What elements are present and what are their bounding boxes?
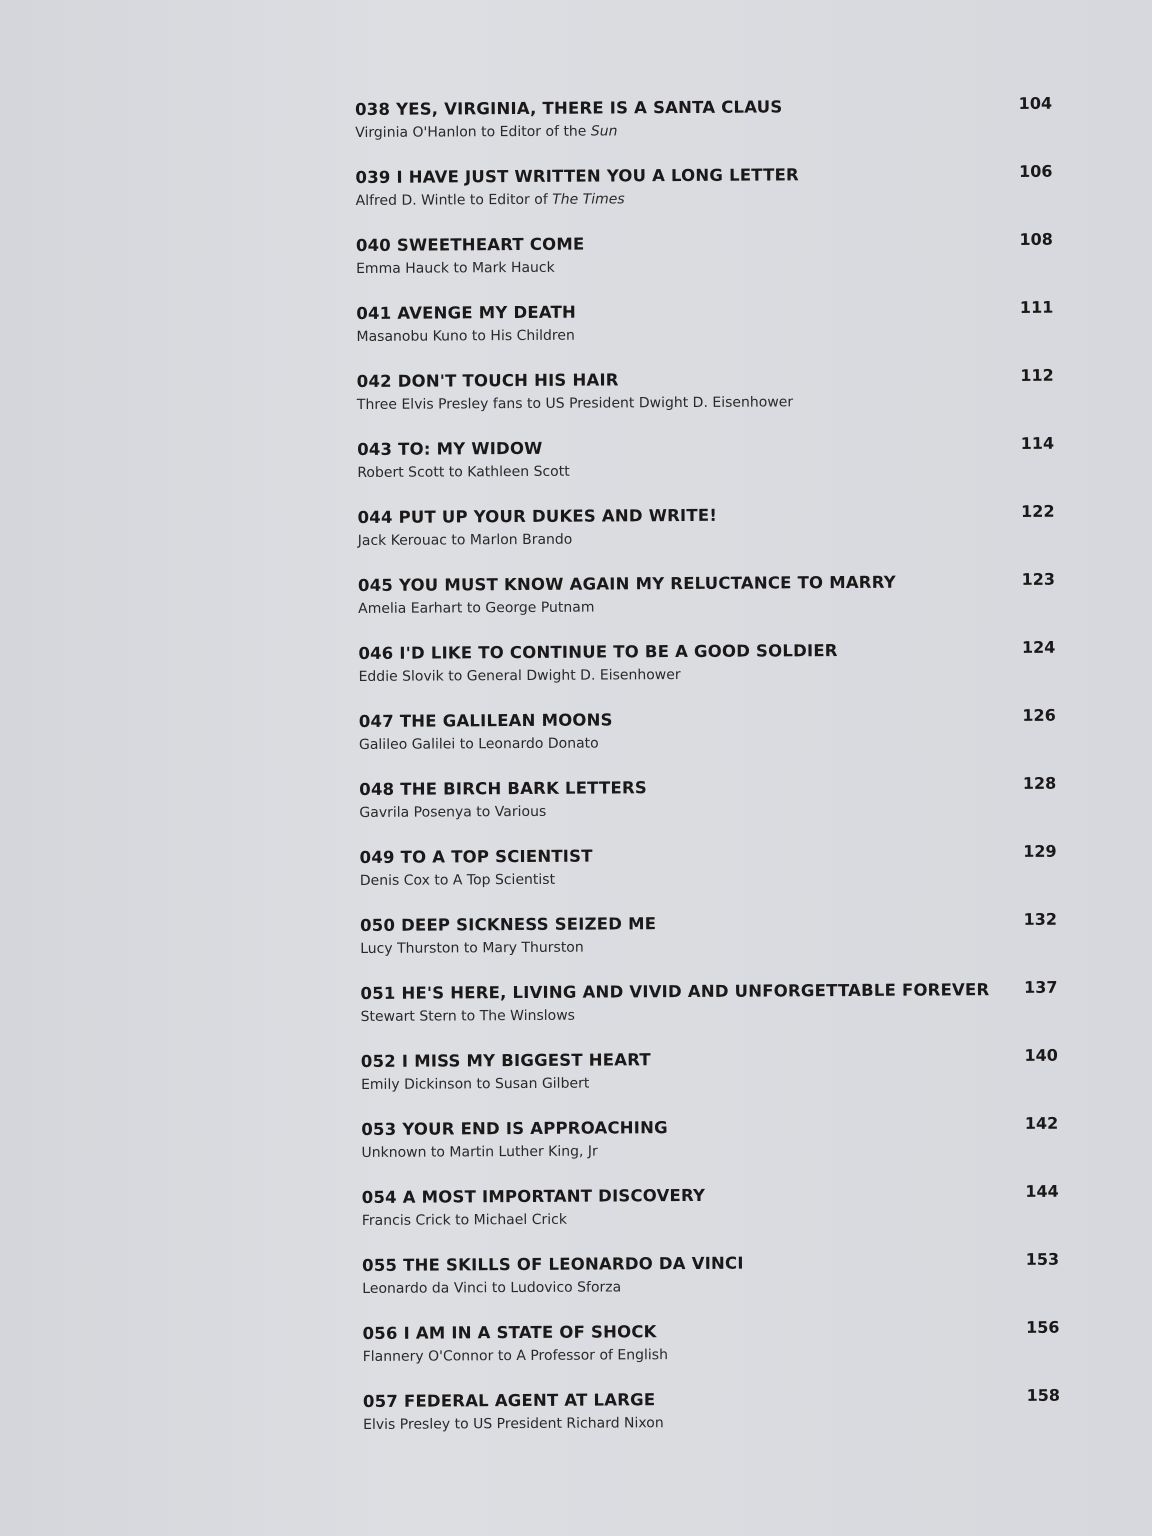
- entry-subtitle-text: Flannery O'Connor to A Professor of English: [362, 1347, 668, 1365]
- entry-subtitle: [362, 1279, 621, 1297]
- entry-subtitle: [363, 1415, 664, 1433]
- entry-subtitle-text: Stewart Stern to The Winslows: [360, 1007, 575, 1025]
- toc-entry: [359, 772, 1059, 844]
- entry-page-number: 129: [1023, 841, 1057, 861]
- entry-subtitle-text: Emma Hauck to Mark Hauck: [356, 259, 555, 277]
- entry-title: 042 DON'T TOUCH HIS HAIR: [356, 370, 619, 391]
- entry-page-number: 114: [1020, 433, 1055, 453]
- toc-entry: [360, 976, 1060, 1048]
- entry-title: 054 A MOST IMPORTANT DISCOVERY: [361, 1185, 706, 1207]
- entry-subtitle-text: Robert Scott to Kathleen Scott: [357, 463, 570, 481]
- toc-entry: [356, 228, 1056, 300]
- entry-title: 056 I AM IN A STATE OF SHOCK: [362, 1322, 657, 1343]
- table-of-contents: [355, 92, 1063, 1456]
- entry-title: 038 YES, VIRGINIA, THERE IS A SANTA CLAUS: [355, 97, 783, 119]
- entry-subtitle: [360, 940, 584, 957]
- entry-subtitle-text: Leonardo da Vinci to Ludovico Sforza: [362, 1279, 622, 1297]
- entry-title: 050 DEEP SICKNESS SEIZED ME: [360, 914, 657, 935]
- toc-entry: [360, 908, 1060, 980]
- entry-title: 049 TO A TOP SCIENTIST: [359, 846, 593, 867]
- entry-page-number: 144: [1025, 1181, 1059, 1201]
- entry-page-number: 153: [1025, 1249, 1060, 1269]
- entry-subtitle-text: Elvis Presley to US President Richard Nixon: [363, 1415, 664, 1433]
- entry-page-number: 112: [1020, 365, 1054, 385]
- entry-subtitle-text: Francis Crick to Michael Crick: [361, 1211, 567, 1229]
- entry-subtitle-text: Amelia Earhart to George Putnam: [358, 599, 595, 617]
- entry-subtitle: [361, 1076, 589, 1093]
- entry-subtitle-text: Jack Kerouac to Marlon Brando: [357, 531, 573, 549]
- entry-title: 040 SWEETHEART COME: [355, 234, 585, 255]
- toc-entry: [359, 704, 1059, 776]
- entry-page-number: 132: [1023, 909, 1058, 929]
- entry-page-number: 104: [1018, 93, 1053, 113]
- entry-title: 055 THE SKILLS OF LEONARDO DA VINCI: [362, 1253, 744, 1275]
- toc-entry: [363, 1384, 1063, 1456]
- toc-entry: [357, 500, 1057, 572]
- toc-entry: [355, 92, 1055, 164]
- entry-page-number: 126: [1022, 705, 1056, 725]
- entry-subtitle: [358, 532, 573, 549]
- entry-page-number: 111: [1019, 297, 1054, 317]
- entry-subtitle: [357, 394, 793, 413]
- toc-entry: [357, 432, 1057, 504]
- toc-entry: [362, 1248, 1062, 1320]
- entry-page-number: 128: [1022, 773, 1057, 793]
- entry-subtitle-text: Eddie Slovik to General Dwight D. Eisenhower: [358, 667, 681, 685]
- entry-subtitle: [363, 1347, 668, 1365]
- entry-subtitle-text: Virginia O'Hanlon to Editor of the: [355, 123, 587, 141]
- entry-subtitle-italic: Sun: [590, 123, 618, 140]
- entry-page-number: 106: [1019, 161, 1053, 181]
- entry-subtitle-text: Lucy Thurston to Mary Thurston: [360, 939, 584, 957]
- entry-subtitle-text: Emily Dickinson to Susan Gilbert: [360, 1075, 590, 1093]
- entry-title: 044 PUT UP YOUR DUKES AND WRITE!: [357, 505, 718, 527]
- entry-subtitle-text: Denis Cox to A Top Scientist: [359, 871, 556, 889]
- entry-title: 045 YOU MUST KNOW AGAIN MY RELUCTANCE TO MARRY: [357, 572, 896, 595]
- entry-title: 051 HE'S HERE, LIVING AND VIVID AND UNFORGETTABLE FOREVER: [360, 980, 990, 1003]
- entry-subtitle: [361, 1008, 575, 1025]
- entry-page-number: 108: [1019, 229, 1053, 249]
- toc-entry: [356, 296, 1056, 368]
- entry-title: 053 YOUR END IS APPROACHING: [361, 1118, 668, 1139]
- entry-subtitle: [359, 667, 681, 685]
- entry-subtitle: [359, 804, 546, 821]
- entry-subtitle: [360, 872, 555, 889]
- entry-subtitle-text: Masanobu Kuno to His Children: [356, 327, 575, 345]
- toc-entry: [355, 160, 1055, 232]
- entry-subtitle-text: Galileo Galilei to Leonardo Donato: [358, 735, 599, 753]
- entry-page-number: 140: [1024, 1045, 1058, 1065]
- toc-entry: [357, 364, 1057, 436]
- entry-subtitle-text: Alfred D. Wintle to Editor of: [355, 191, 548, 209]
- entry-page-number: 124: [1021, 637, 1056, 657]
- entry-subtitle-text: Gavrila Posenya to Various: [359, 803, 547, 821]
- toc-entry: [362, 1180, 1062, 1252]
- entry-subtitle-text: Three Elvis Presley fans to US President Dwight D. Eisenhower: [356, 394, 794, 413]
- entry-title: 052 I MISS MY BIGGEST HEART: [360, 1050, 651, 1071]
- entry-title: 047 THE GALILEAN MOONS: [358, 710, 613, 731]
- toc-entry: [361, 1112, 1061, 1184]
- entry-subtitle: [356, 260, 555, 277]
- entry-subtitle: [361, 1144, 597, 1161]
- toc-entry: [358, 636, 1058, 708]
- entry-page-number: 137: [1023, 977, 1058, 997]
- entry-page-number: 158: [1026, 1385, 1061, 1405]
- toc-entry: [362, 1316, 1062, 1388]
- toc-entry: [358, 568, 1058, 640]
- entry-title: 043 TO: MY WIDOW: [357, 438, 543, 459]
- entry-page-number: 122: [1021, 501, 1055, 521]
- entry-subtitle: [355, 123, 617, 141]
- entry-title: 048 THE BIRCH BARK LETTERS: [359, 778, 647, 799]
- entry-subtitle: [356, 328, 574, 345]
- entry-title: 046 I'D LIKE TO CONTINUE TO BE A GOOD SOLDIER: [358, 641, 838, 663]
- entry-subtitle: [359, 736, 599, 753]
- entry-subtitle: [356, 191, 625, 209]
- toc-entry: [361, 1044, 1061, 1116]
- entry-title: 057 FEDERAL AGENT AT LARGE: [362, 1390, 656, 1411]
- toc-entry: [360, 840, 1060, 912]
- entry-subtitle: [362, 1212, 567, 1229]
- entry-subtitle-italic: The Times: [552, 191, 625, 208]
- entry-page-number: 123: [1021, 569, 1056, 589]
- entry-subtitle: [357, 464, 569, 481]
- entry-page-number: 156: [1026, 1317, 1060, 1337]
- entry-title: 041 AVENGE MY DEATH: [356, 302, 577, 323]
- entry-title: 039 I HAVE JUST WRITTEN YOU A LONG LETTER: [355, 165, 799, 187]
- entry-subtitle: [358, 600, 594, 617]
- entry-page-number: 142: [1024, 1113, 1059, 1133]
- entry-subtitle-text: Unknown to Martin Luther King, Jr: [361, 1143, 598, 1161]
